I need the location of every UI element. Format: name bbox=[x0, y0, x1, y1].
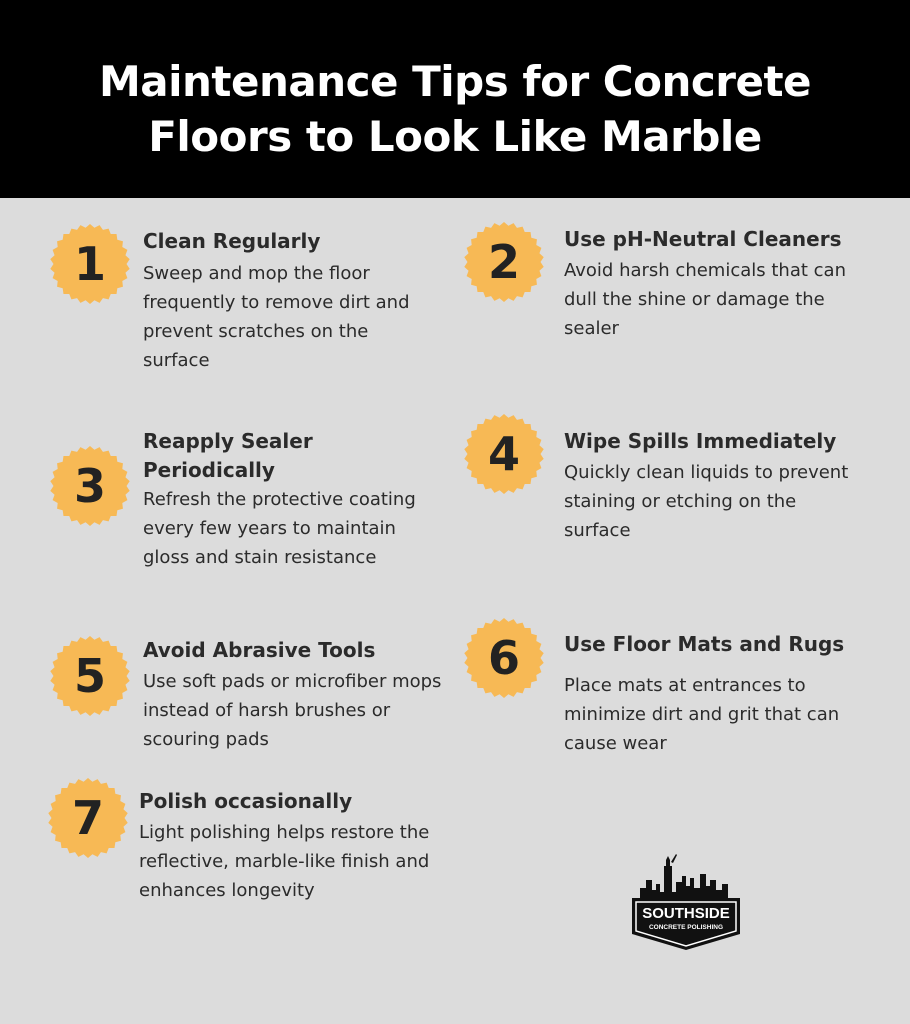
tip-title: Clean Regularly bbox=[143, 229, 321, 253]
city-skyline-icon bbox=[630, 852, 742, 952]
tip-number: 6 bbox=[487, 631, 520, 685]
tip-body: Sweep and mop the floor frequently to remove dirt and prevent scratches on the surface bbox=[143, 263, 410, 371]
tip-number: 4 bbox=[487, 427, 520, 481]
tip-body: Avoid harsh chemicals that can dull the shine or damage the sealer bbox=[564, 260, 846, 339]
tip-number: 3 bbox=[73, 459, 106, 513]
tip-number: 2 bbox=[487, 235, 520, 289]
number-badge-icon bbox=[50, 636, 130, 716]
page-title bbox=[0, 54, 910, 164]
title-line-1: Maintenance Tips for Concrete bbox=[98, 57, 812, 106]
tip-number: 1 bbox=[73, 237, 106, 291]
number-badge-icon bbox=[50, 224, 130, 304]
tip-body: Place mats at entrances to minimize dirt and grit that can cause wear bbox=[564, 675, 840, 754]
tip-title: Avoid Abrasive Tools bbox=[143, 638, 376, 662]
tip-body: Quickly clean liquids to prevent staining or etching on the surface bbox=[564, 462, 849, 541]
tip-title: Use Floor Mats and Rugs bbox=[564, 632, 845, 656]
header-banner bbox=[0, 0, 910, 198]
tip-body: Refresh the protective coating every few years to maintain gloss and stain resistance bbox=[143, 489, 416, 568]
tip-title: Use pH-Neutral Cleaners bbox=[564, 227, 842, 251]
number-badge-icon bbox=[48, 778, 128, 858]
tip-title: Reapply Sealer Periodically bbox=[143, 429, 313, 482]
tip-number: 5 bbox=[73, 649, 106, 703]
tip-body: Use soft pads or microfiber mops instead of harsh brushes or scouring pads bbox=[143, 671, 442, 750]
logo-name: SOUTHSIDE bbox=[642, 905, 730, 922]
company-logo bbox=[630, 852, 742, 952]
tip-title: Polish occasionally bbox=[139, 789, 353, 813]
tip-title: Wipe Spills Immediately bbox=[564, 429, 837, 453]
title-line-2: Floors to Look Like Marble bbox=[148, 112, 762, 161]
tip-number: 7 bbox=[71, 791, 104, 845]
number-badge-icon bbox=[464, 618, 544, 698]
number-badge-icon bbox=[50, 446, 130, 526]
tip-body: Light polishing helps restore the reflective, marble-like finish and enhances longevity bbox=[139, 822, 430, 901]
logo-tagline: CONCRETE POLISHING bbox=[648, 924, 724, 931]
number-badge-icon bbox=[464, 222, 544, 302]
number-badge-icon bbox=[464, 414, 544, 494]
